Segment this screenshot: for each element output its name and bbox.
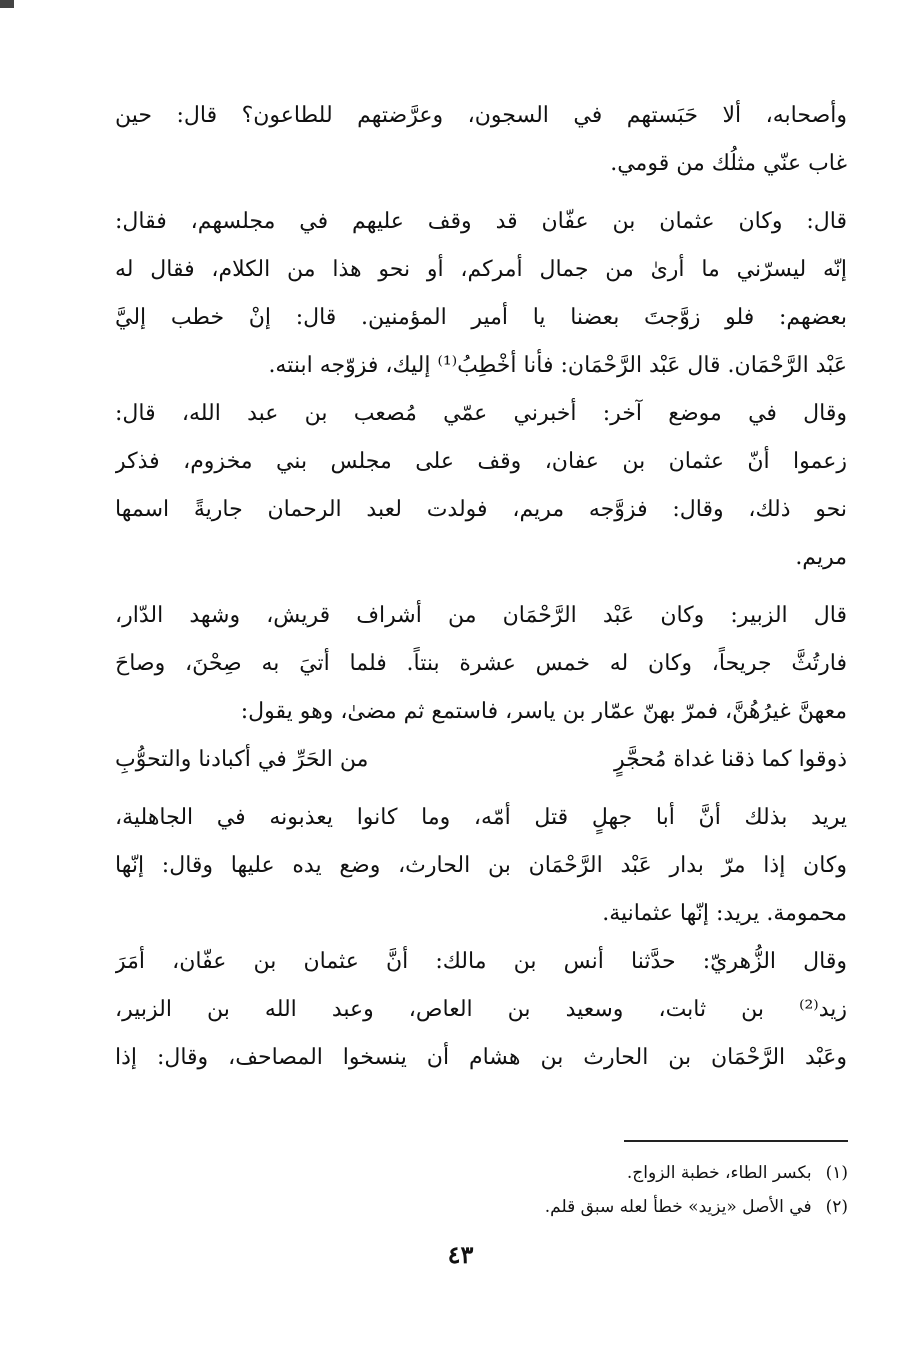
verse-second-hemistich: من الحَرِّ في أكبادنا والتحوُّبِ [115, 747, 369, 772]
text-line: زيد⁽²⁾ بن ثابت، وسعيد بن العاص، وعبد الله بن الزبير، [115, 997, 847, 1022]
footnote [200, 1190, 848, 1224]
text-line: وكان إذا مرّ بدار عَبْد الرَّحْمَان بن الحارث، وضع يده عليها وقال: إنّها [115, 853, 847, 878]
text-line: محمومة. يريد: إنّها عثمانية. [602, 901, 847, 926]
text-line: غاب عنّي مثلُك من قومي. [610, 151, 847, 176]
paragraph [115, 92, 847, 188]
text-line: فارتُثَّ جريحاً، وكان له خمس عشرة بنتاً. فلما أتيَ به صِحْنَ، وصاحَ [115, 651, 847, 676]
body-text [115, 92, 847, 1082]
text-line: عَبْد الرَّحْمَان. قال عَبْد الرَّحْمَان: فأنا أخْطِبُ⁽¹⁾ إليك، فزوّجه ابنته. [268, 353, 847, 378]
text-line: مريم. [795, 545, 847, 570]
footnote-number: (١) [825, 1163, 848, 1183]
paragraph [115, 592, 847, 736]
footnote-divider [624, 1140, 848, 1142]
verse-first-hemistich: ذوقوا كما ذقنا غداة مُحجَّرٍ [614, 747, 847, 772]
paragraph [115, 390, 847, 582]
paragraph [115, 198, 847, 390]
text-line: وأصحابه، ألا حَبَستهم في السجون، وعرَّضتهم للطاعون؟ قال: حين [115, 103, 847, 128]
page-number: ٤٣ [447, 1240, 474, 1269]
footnotes [200, 1156, 848, 1224]
footnote [200, 1156, 848, 1190]
text-line: معهنَّ غيرُهُنَّ، فمرّ بهنّ عمّار بن ياسر، فاستمع ثم مضىٰ، وهو يقول: [240, 699, 847, 724]
poetry-verse [115, 736, 847, 784]
footnote-number: (٢) [825, 1197, 848, 1217]
text-line: نحو ذلك، وقال: فزوَّجه مريم، فولدت لعبد الرحمان جاريةً اسمها [115, 497, 847, 522]
scan-corner-mark [0, 0, 14, 8]
paragraph [115, 938, 847, 1082]
text-line: قال: وكان عثمان بن عفّان قد وقف عليهم في مجلسهم، فقال: [115, 209, 847, 234]
footnote-text: بكسر الطاء، خطبة الزواج. [626, 1163, 812, 1183]
text-line: وقال في موضع آخر: أخبرني عمّي مُصعب بن عبد الله، قال: [115, 401, 847, 426]
footnote-text: في الأصل «يزيد» خطأ لعله سبق قلم. [544, 1197, 812, 1217]
text-line: إنّه ليسرّني ما أرىٰ من جمال أمركم، أو نحو هذا من الكلام، فقال له [115, 257, 847, 282]
text-line: بعضهم: فلو زوَّجتَ بعضنا يا أمير المؤمنين. قال: إنْ خطب إليَّ [115, 305, 847, 330]
text-line: يريد بذلك أنَّ أبا جهلٍ قتل أمّه، وما كانوا يعذبونه في الجاهلية، [115, 805, 847, 830]
text-line: قال الزبير: وكان عَبْد الرَّحْمَان من أشراف قريش، وشهد الدّار، [115, 603, 847, 628]
text-line: زعموا أنّ عثمان بن عفان، وقف على مجلس بني مخزوم، فذكر [115, 449, 847, 474]
text-line: وقال الزُّهريّ: حدَّثنا أنس بن مالك: أنَّ عثمان بن عفّان، أمَرَ [115, 949, 847, 974]
text-line: وعَبْد الرَّحْمَان بن الحارث بن هشام أن ينسخوا المصاحف، وقال: إذا [115, 1045, 847, 1070]
paragraph [115, 794, 847, 938]
